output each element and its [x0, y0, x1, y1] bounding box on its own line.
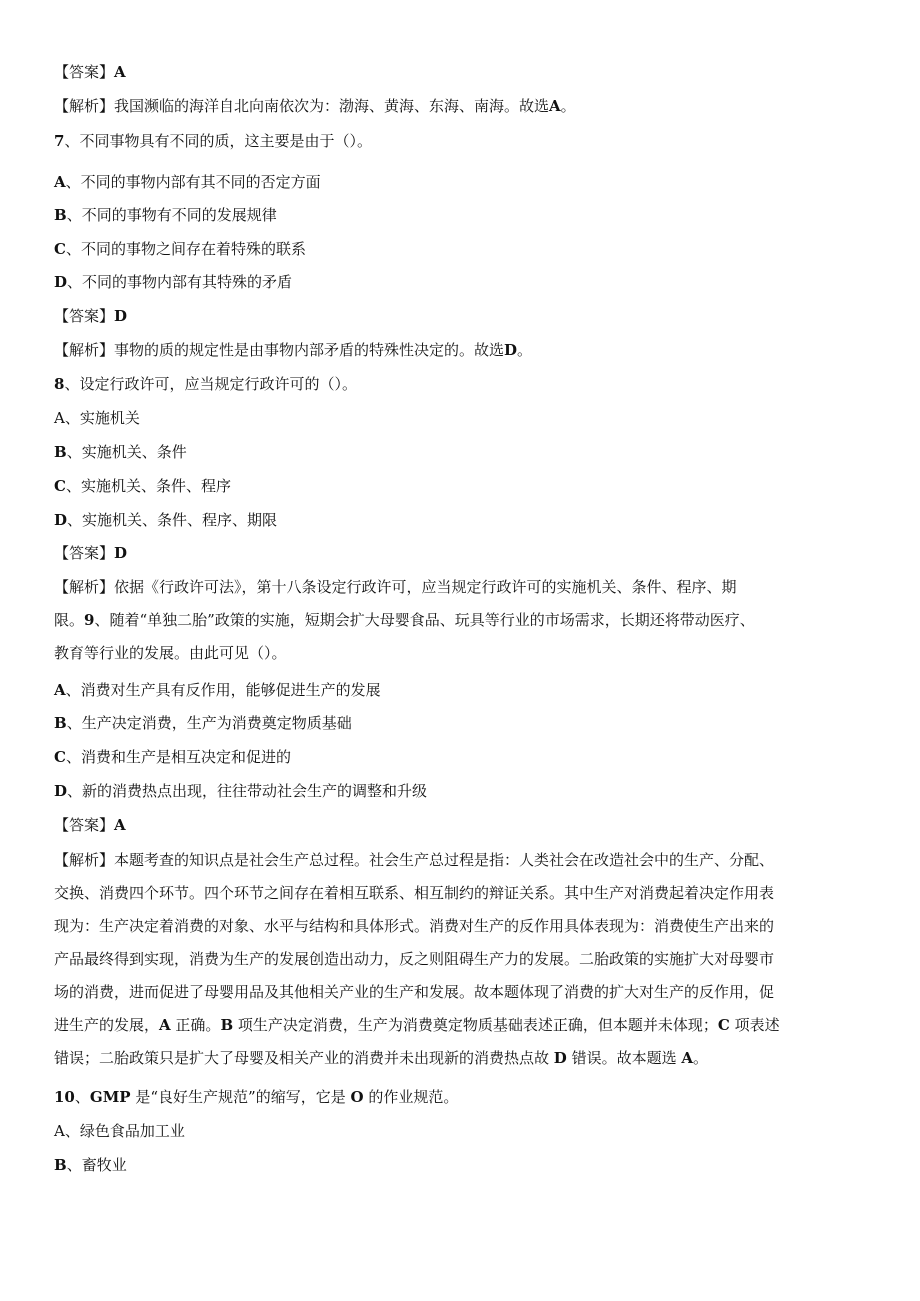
q8-option-a: A、实施机关 [54, 409, 140, 427]
q7-option-b: B、不同的事物有不同的发展规律 [54, 206, 277, 224]
q8-option-b: B、实施机关、条件 [54, 443, 187, 461]
answer-7: 【答案】D [54, 307, 128, 325]
answer-9: 【答案】A [54, 816, 126, 834]
q7-option-c: C、不同的事物之间存在着特殊的联系 [54, 240, 306, 258]
question-8: 8、设定行政许可，应当规定行政许可的（）。 [54, 375, 357, 393]
q9-option-a: A、消费对生产具有反作用，能够促进生产的发展 [54, 681, 381, 699]
q8-option-c: C、实施机关、条件、程序 [54, 477, 231, 495]
answer-6: 【答案】A [54, 63, 126, 81]
analysis-9: 【解析】本题考查的知识点是社会生产总过程。社会生产总过程是指：人类社会在改造社会中的生产、分配、 交换、消费四个环节。四个环节之间存在着相互联系、相互制约的辩证关系。其中生产对消费起着决定作用表 现为：生产决定着消费的对象、水平与结构和具体形式。消费对生产的反作用具体表现为：消费使生产出来的 产品最终得到实现，消费为生产的发展创造出动力，反之则阻碍生产力的发展。二胎政策的实施扩大对母婴市 场的消费，进而促进了母婴用品及其他相关产业的生产和发展。故本题体现了消费的扩大对生产的反作用，促 进生产的发展，A 正确。B 项生产决定消费，生产为消费奠定物质基础表述正确，但本题并未体现；C 项表述 错误；二胎政策只是扩大了母婴及相关产业的消费并未出现新的消费热点故 D 错误。故本题选 A。 [54, 851, 780, 1067]
q7-option-a: A、不同的事物内部有其不同的否定方面 [54, 173, 321, 191]
analysis-8-question-9: 【解析】依据《行政许可法》，第十八条设定行政许可，应当规定行政许可的实施机关、条件、程序、期 限。9、随着“单独二胎”政策的实施，短期会扩大母婴食品、玩具等行业的市场需求，长期还将带动医疗、 教育等行业的发展。由此可见（）。 [54, 578, 755, 662]
analysis-6: 【解析】我国濒临的海洋自北向南依次为：渤海、黄海、东海、南海。故选A。 [54, 97, 576, 115]
question-10: 10、GMP 是“良好生产规范”的缩写，它是 O 的作业规范。 [54, 1088, 459, 1106]
q9-option-d: D、新的消费热点出现，往往带动社会生产的调整和升级 [54, 782, 428, 800]
q9-option-b: B、生产决定消费，生产为消费奠定物质基础 [54, 714, 352, 732]
question-7: 7、不同事物具有不同的质，这主要是由于（）。 [54, 132, 372, 150]
answer-8: 【答案】D [54, 544, 128, 562]
q10-option-a: A、绿色食品加工业 [54, 1122, 185, 1140]
q10-option-b: B、畜牧业 [54, 1156, 127, 1174]
analysis-7: 【解析】事物的质的规定性是由事物内部矛盾的特殊性决定的。故选D。 [54, 341, 533, 359]
q9-option-c: C、消费和生产是相互决定和促进的 [54, 748, 291, 766]
q8-option-d: D、实施机关、条件、程序、期限 [54, 511, 278, 529]
q7-option-d: D、不同的事物内部有其特殊的矛盾 [54, 273, 293, 291]
